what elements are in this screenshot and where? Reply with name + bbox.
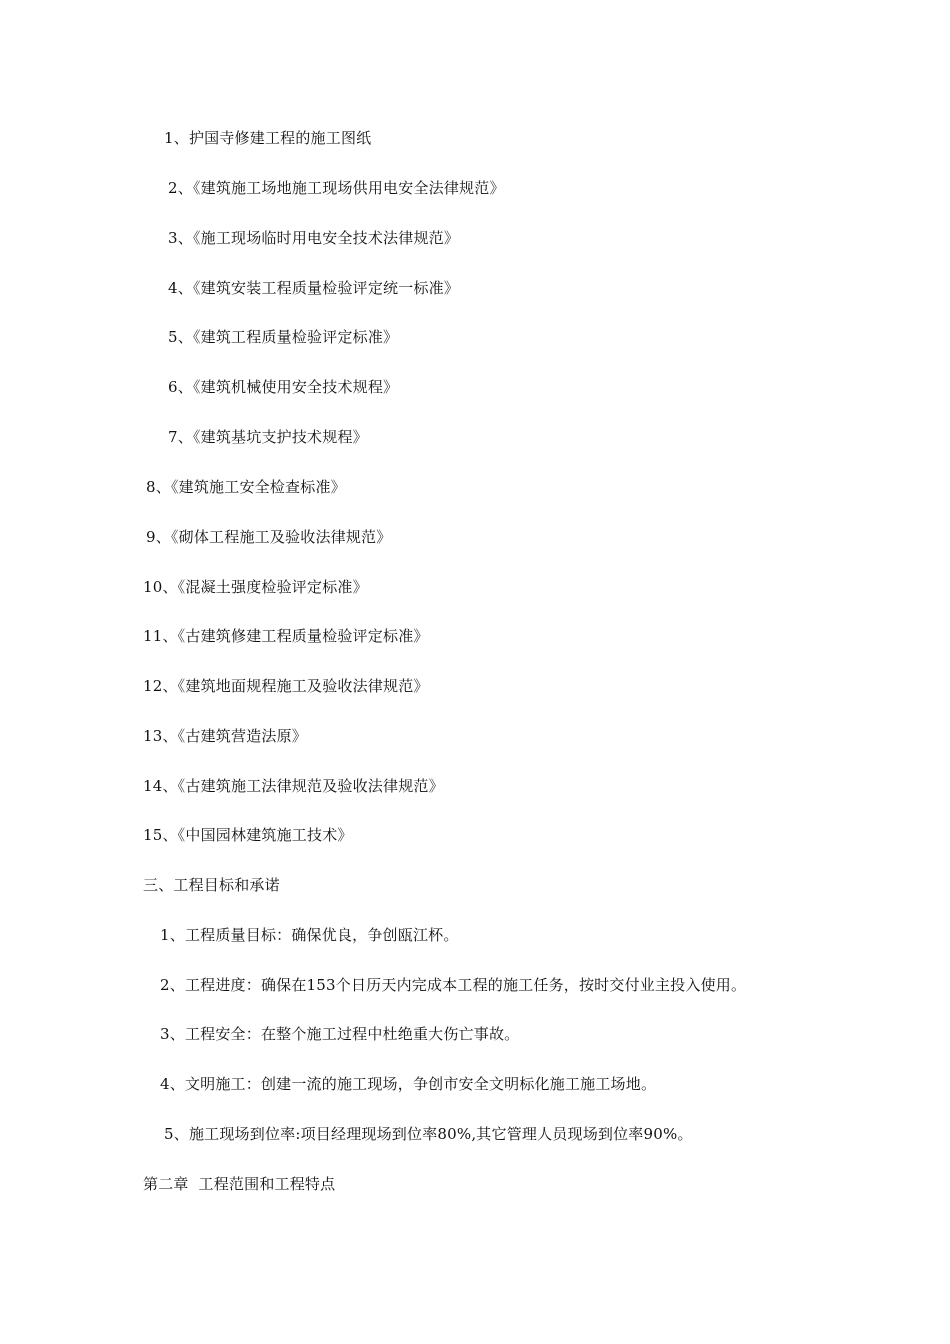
reference-item: 14、《古建筑施工法律规范及验收法律规范》 (143, 777, 444, 795)
goal-item: 1、工程质量目标：确保优良，争创瓯江杯。 (160, 926, 459, 944)
reference-item: 11、《古建筑修建工程质量检验评定标准》 (143, 627, 429, 645)
reference-item: 5、《建筑工程质量检验评定标准》 (168, 328, 399, 346)
reference-item: 7、《建筑基坑支护技术规程》 (168, 428, 368, 446)
reference-item: 1、护国寺修建工程的施工图纸 (164, 129, 372, 147)
reference-item: 9、《砌体工程施工及验收法律规范》 (146, 528, 392, 546)
reference-item: 2、《建筑施工场地施工现场供用电安全法律规范》 (168, 179, 505, 197)
goal-item: 4、文明施工：创建一流的施工现场，争创市安全文明标化施工施工场地。 (160, 1075, 657, 1093)
goal-item: 2、工程进度：确保在153个日历天内完成本工程的施工任务，按时交付业主投入使用。 (160, 976, 747, 994)
reference-item: 15、《中国园林建筑施工技术》 (143, 826, 353, 844)
reference-item: 10、《混凝土强度检验评定标准》 (143, 578, 368, 596)
reference-item: 6、《建筑机械使用安全技术规程》 (168, 378, 399, 396)
goal-item: 5、施工现场到位率:项目经理现场到位率80%,其它管理人员现场到位率90%。 (164, 1125, 693, 1143)
reference-item: 12、《建筑地面规程施工及验收法律规范》 (143, 677, 429, 695)
reference-item: 3、《施工现场临时用电安全技术法律规范》 (168, 229, 460, 247)
goal-item: 3、工程安全：在整个施工过程中杜绝重大伤亡事故。 (160, 1025, 520, 1043)
reference-item: 4、《建筑安装工程质量检验评定统一标准》 (168, 279, 460, 297)
chapter-heading: 第二章 工程范围和工程特点 (143, 1175, 336, 1193)
reference-item: 8、《建筑施工安全检查标准》 (146, 478, 346, 496)
section-heading: 三、工程目标和承诺 (143, 876, 280, 894)
reference-item: 13、《古建筑营造法原》 (143, 727, 307, 745)
